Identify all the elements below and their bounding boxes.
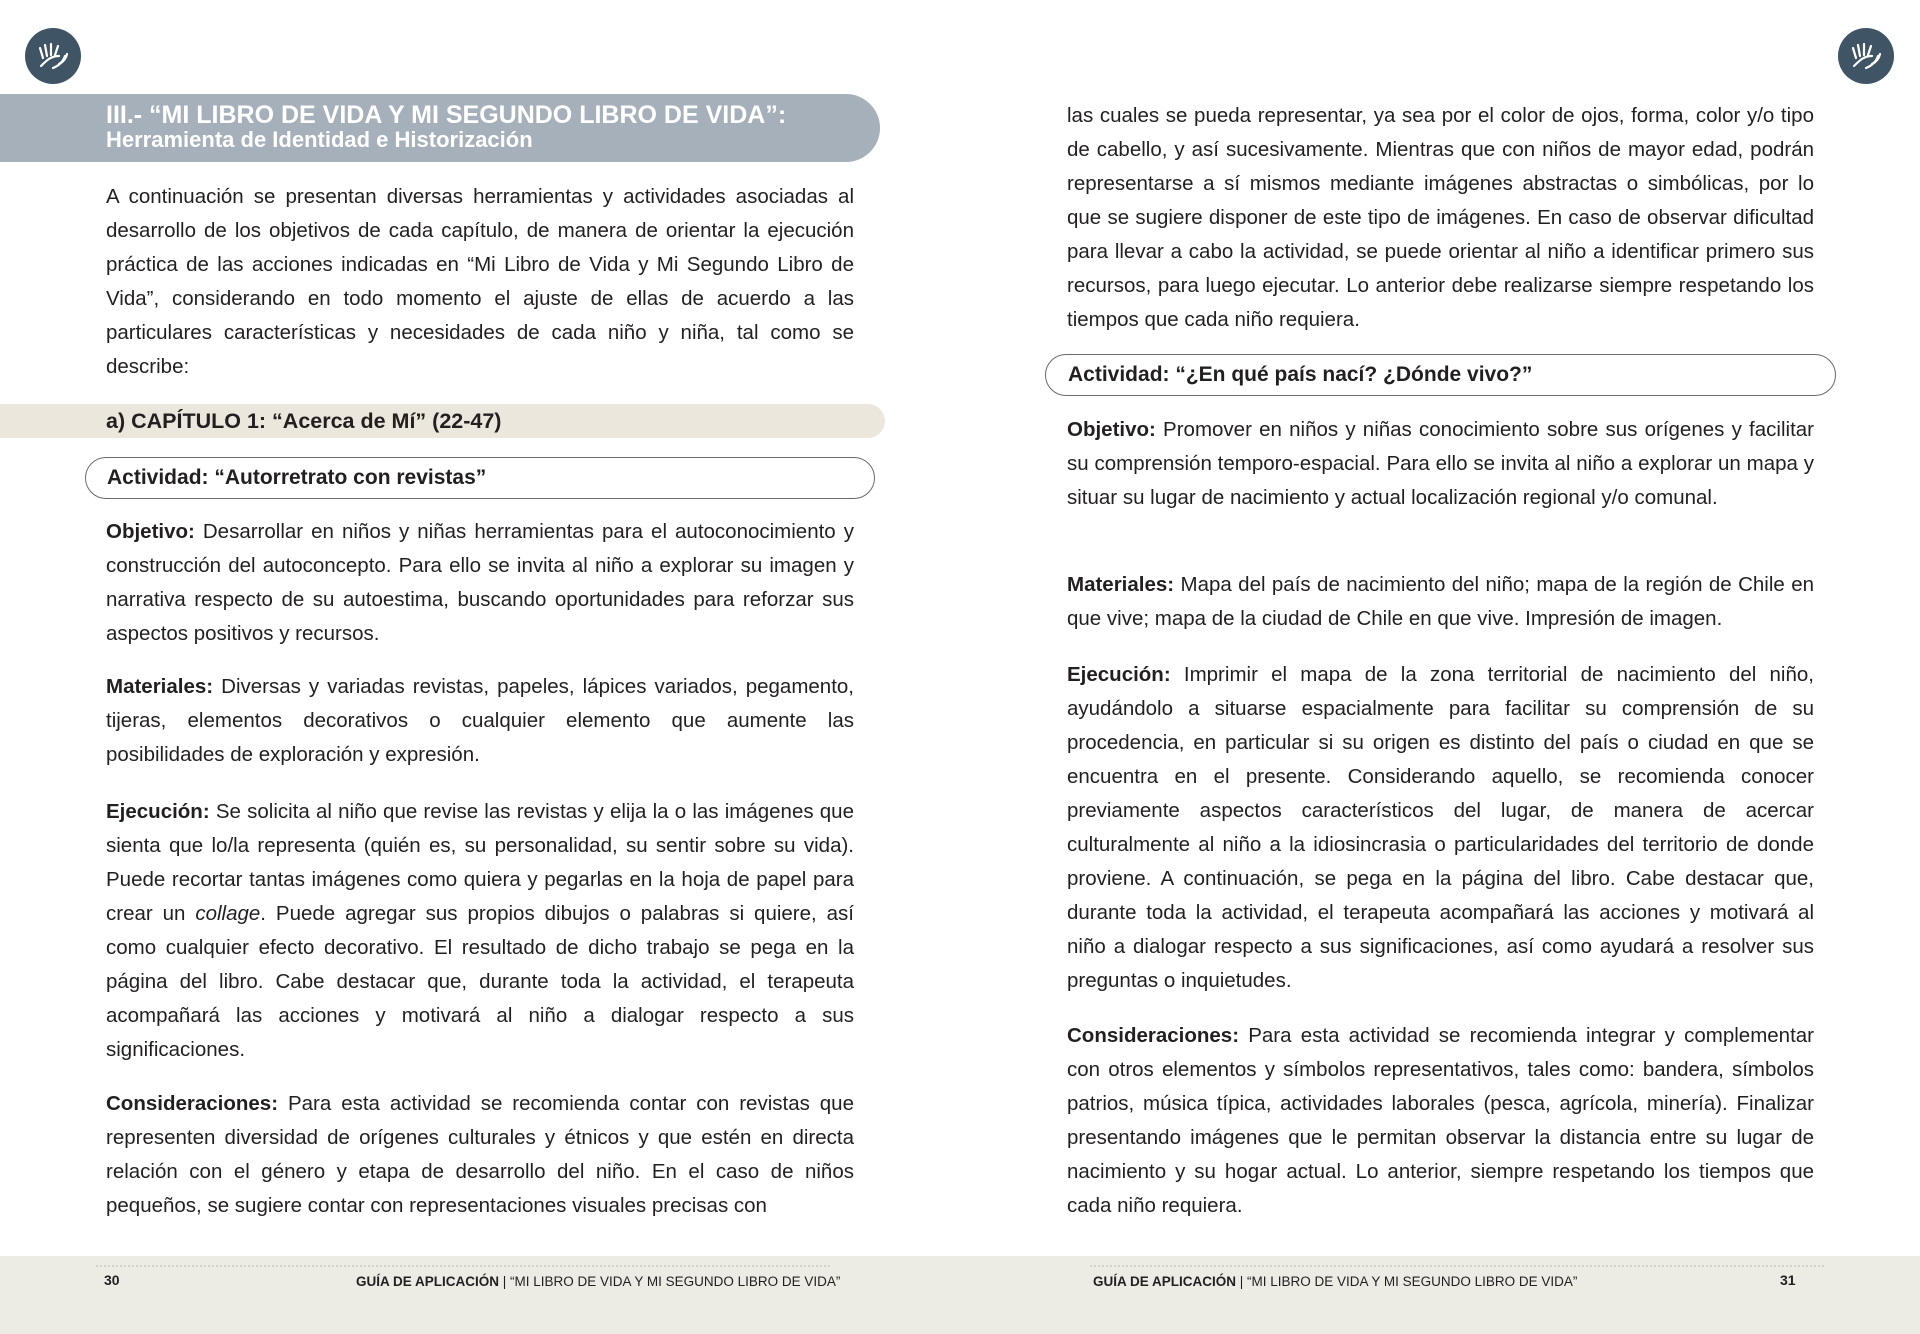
materiales-label: Materiales: [106, 675, 214, 698]
activity-title: Actividad: “¿En qué país nací? ¿Dónde vivo?” [1045, 354, 1836, 396]
section-banner [0, 94, 880, 162]
ejecucion-italic: collage [195, 902, 261, 925]
chapter-heading: a) CAPÍTULO 1: “Acerca de Mí” (22-47) [0, 404, 885, 438]
consideraciones-label: Consideraciones: [106, 1092, 279, 1115]
ejecucion-text: Se solicita al niño que revise las revistas y elija la o las imágenes que sienta que lo/la representa (quién es, su personalidad, su sentir sobre su vida). Puede recortar tantas imágenes como quiera y pegarlas en la hoja de papel para crear un [106, 800, 854, 925]
intro-paragraph: A continuación se presentan diversas herramientas y actividades asociadas al desarrollo de los objetivos de cada capítulo, de manera de orientar la ejecución práctica de las acciones indicadas en “Mi Libro de Vida y Mi Segundo Libro de Vida”, considerando en todo momento el ajuste de ellas de acuerdo a las particulares características y necesidades de cada niño y niña, tal como se describe: [106, 185, 854, 378]
page-footer [960, 1256, 1920, 1334]
ejecucion-label: Ejecución: [1067, 663, 1171, 686]
ejecucion-text: Imprimir el mapa de la zona territorial de nacimiento del niño, ayudándolo a situarse espacialmente para facilitar su comprensión de su procedencia, en particular si su origen es distinto del país o ciudad en que se encuentra en el presente. Considerando aquello, se recomienda conocer previamente aspectos característicos del lugar, de manera de acercar culturalmente al niño a la idiosincrasia o particularidades del territorio de donde proviene. A continuación, se pega en la página del libro. Cabe destacar que, durante toda la actividad, el terapeuta acompañará las acciones y motivará al niño a dialogar respecto a sus significaciones, así como ayudará a resolver sus preguntas o inquietudes. [1067, 663, 1814, 992]
consideraciones-paragraph [106, 1087, 854, 1223]
hands-logo-icon [25, 28, 81, 84]
continuation-paragraph: las cuales se pueda representar, ya sea por el color de ojos, forma, color y/o tipo de cabello, y así sucesivamente. Mientras que con niños de mayor edad, podrán representarse a sí mismos mediante imágenes abstractas o simbólicas, por lo que se sugiere disponer de este tipo de imágenes. En caso de observar dificultad para llevar a cabo la actividad, se puede orientar al niño a identificar primero sus recursos, para luego ejecutar. Lo anterior debe realizarse siempre respetando los tiempos que cada niño requiera. [1067, 104, 1814, 331]
materiales-label: Materiales: [1067, 573, 1175, 596]
footer-separator: | [1236, 1274, 1248, 1289]
objetivo-paragraph [106, 515, 854, 651]
footer-divider [1090, 1265, 1824, 1267]
objetivo-label: Objetivo: [106, 520, 195, 543]
objetivo-text: Promover en niños y niñas conocimiento sobre sus orígenes y facilitar su comprensión temporo-espacial. Para ello se invita al niño a explorar un mapa y situar su lugar de nacimiento y actual localización regional y/o comunal. [1067, 418, 1814, 509]
consideraciones-paragraph [1067, 1019, 1814, 1223]
right-page [960, 0, 1920, 1334]
materiales-paragraph [1067, 568, 1814, 636]
ejecucion-label: Ejecución: [106, 800, 210, 823]
objetivo-label: Objetivo: [1067, 418, 1156, 441]
activity-title: Actividad: “Autorretrato con revistas” [85, 457, 875, 499]
footer-divider [96, 1265, 830, 1267]
materiales-text: Mapa del país de nacimiento del niño; mapa de la región de Chile en que vive; mapa de la ciudad de Chile en que vive. Impresión de imagen. [1067, 573, 1814, 630]
objetivo-text: Desarrollar en niños y niñas herramientas para el autoconocimiento y construcción del autoconcepto. Para ello se invita al niño a explorar su imagen y narrativa respecto de su autoestima, buscando oportunidades para reforzar sus aspectos positivos y recursos. [106, 520, 854, 645]
hands-logo-icon [1838, 28, 1894, 84]
ejecucion-text-end: . Puede agregar sus propios dibujos o palabras si quiere, así como cualquier efecto decorativo. El resultado de dicho trabajo se pega en la página del libro. Cabe destacar que, durante toda la actividad, el terapeuta acompañará las acciones y motivará al niño a dialogar respecto a sus significaciones. [106, 902, 854, 1061]
page-number: 31 [1780, 1272, 1796, 1288]
consideraciones-label: Consideraciones: [1067, 1024, 1240, 1047]
materiales-paragraph [106, 670, 854, 772]
footer-text [1093, 1274, 1577, 1289]
section-subtitle: Herramienta de Identidad e Historización [106, 127, 533, 152]
consideraciones-text: Para esta actividad se recomienda contar con revistas que representen diversidad de orígenes culturales y étnicos y que estén en directa relación con el género y etapa de desarrollo del niño. En el caso de niños pequeños, se sugiere contar con representaciones visuales precisas con [106, 1092, 854, 1217]
footer-book-title: “MI LIBRO DE VIDA Y MI SEGUNDO LIBRO DE VIDA” [1247, 1274, 1578, 1289]
ejecucion-paragraph [106, 795, 854, 1067]
materiales-text: Diversas y variadas revistas, papeles, lápices variados, pegamento, tijeras, elementos decorativos o cualquier elemento que aumente las posibilidades de exploración y expresión. [106, 675, 854, 766]
section-title: III.- “MI LIBRO DE VIDA Y MI SEGUNDO LIBRO DE VIDA”: [106, 101, 787, 129]
footer-guide-label: GUÍA DE APLICACIÓN [356, 1274, 500, 1289]
footer-separator: | [499, 1274, 511, 1289]
ejecucion-paragraph [1067, 658, 1814, 998]
objetivo-paragraph [1067, 413, 1814, 515]
page-footer [0, 1256, 960, 1334]
page-number: 30 [104, 1272, 120, 1288]
footer-book-title: “MI LIBRO DE VIDA Y MI SEGUNDO LIBRO DE VIDA” [510, 1274, 841, 1289]
footer-guide-label: GUÍA DE APLICACIÓN [1093, 1274, 1237, 1289]
footer-text [356, 1274, 840, 1289]
consideraciones-text: Para esta actividad se recomienda integrar y complementar con otros elementos y símbolos representativos, tales como: bandera, símbolos patrios, música típica, actividades laborales (pesca, agrícola, minería). Finalizar presentando imágenes que le permitan observar la distancia entre su lugar de nacimiento y su hogar actual. Lo anterior, siempre respetando los tiempos que cada niño requiera. [1067, 1024, 1814, 1217]
